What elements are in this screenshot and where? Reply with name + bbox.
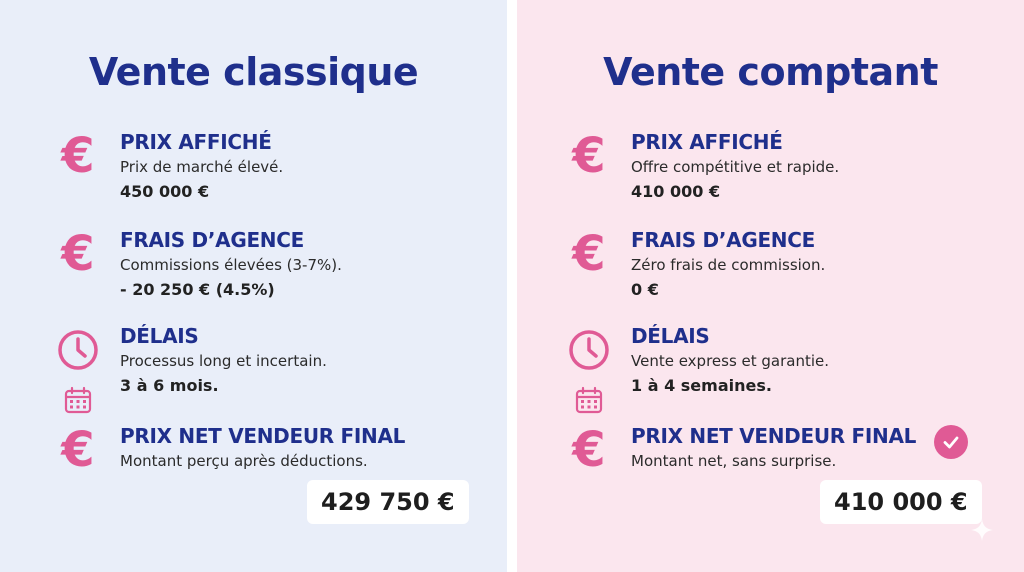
classic-delay-item: [56, 324, 476, 404]
item-heading: PRIX NET VENDEUR FINAL: [631, 424, 917, 448]
clock-icon: [56, 324, 100, 376]
classic-listed-price-item: [56, 130, 476, 200]
item-description: Montant net, sans surprise.: [631, 452, 837, 470]
item-heading: PRIX AFFICHÉ: [631, 130, 783, 154]
item-value: 450 000 €: [120, 182, 210, 201]
euro-icon: €: [61, 128, 95, 184]
classic-agency-fees-item: [56, 228, 476, 298]
item-heading: FRAIS D’AGENCE: [631, 228, 815, 252]
calendar-icon: [64, 386, 92, 414]
cash-sale-panel: [517, 0, 1024, 572]
euro-icon: €: [572, 422, 606, 478]
euro-icon: €: [572, 226, 606, 282]
item-heading: PRIX NET VENDEUR FINAL: [120, 424, 406, 448]
classic-sale-panel: [0, 0, 507, 572]
item-description: Montant perçu après déductions.: [120, 452, 368, 470]
calendar-icon: [575, 386, 603, 414]
checkmark-icon: [934, 425, 968, 459]
cash-net-total-badge: 410 000 €: [820, 480, 982, 524]
sparkle-icon: [970, 518, 994, 542]
item-heading: PRIX AFFICHÉ: [120, 130, 272, 154]
euro-icon: €: [572, 128, 606, 184]
item-description: Zéro frais de commission.: [631, 256, 826, 274]
item-value: 410 000 €: [631, 182, 721, 201]
euro-icon: €: [61, 226, 95, 282]
item-value: 1 à 4 semaines.: [631, 376, 772, 395]
item-description: Vente express et garantie.: [631, 352, 830, 370]
item-heading: DÉLAIS: [120, 324, 199, 348]
cash-listed-price-item: [567, 130, 987, 200]
item-description: Prix de marché élevé.: [120, 158, 284, 176]
item-value: - 20 250 € (4.5%): [120, 280, 275, 299]
clock-icon: [567, 324, 611, 376]
item-value: 3 à 6 mois.: [120, 376, 219, 395]
item-value: 0 €: [631, 280, 659, 299]
cash-agency-fees-item: [567, 228, 987, 298]
euro-icon: €: [61, 422, 95, 478]
cash-sale-title: Vente comptant: [603, 50, 938, 94]
item-heading: DÉLAIS: [631, 324, 710, 348]
cash-delay-item: [567, 324, 987, 404]
item-description: Commissions élevées (3-7%).: [120, 256, 342, 274]
item-description: Offre compétitive et rapide.: [631, 158, 840, 176]
classic-sale-title: Vente classique: [88, 50, 419, 94]
classic-net-total-badge: 429 750 €: [307, 480, 469, 524]
item-description: Processus long et incertain.: [120, 352, 327, 370]
item-heading: FRAIS D’AGENCE: [120, 228, 304, 252]
panel-divider: [507, 0, 517, 572]
